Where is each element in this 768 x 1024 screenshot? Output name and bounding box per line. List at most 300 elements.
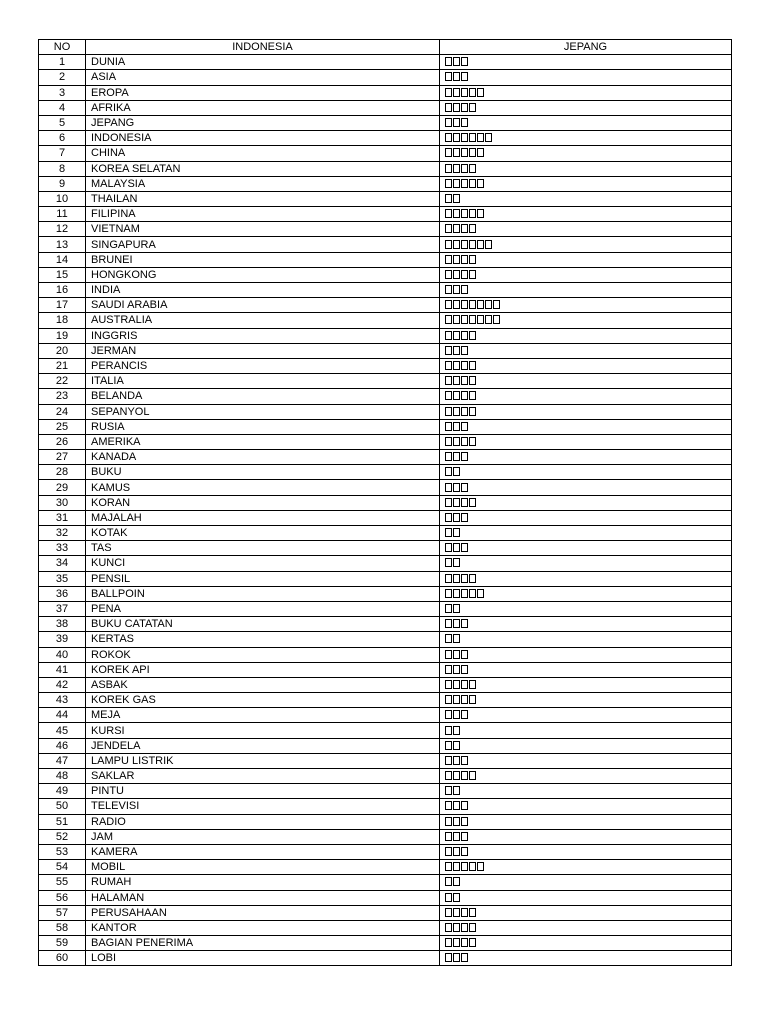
table-row: [39, 875, 732, 890]
cell-no: 22: [39, 374, 86, 389]
cell-no: 43: [39, 693, 86, 708]
cell-jepang: [440, 450, 732, 465]
table-row: [39, 936, 732, 951]
missing-glyph-box: [461, 209, 468, 218]
table-row: [39, 860, 732, 875]
cell-no: 7: [39, 146, 86, 161]
cell-indonesia: BALLPOIN: [86, 586, 440, 601]
missing-glyph-box: [445, 877, 452, 886]
cell-indonesia: MOBIL: [86, 860, 440, 875]
missing-glyph-box: [469, 88, 476, 97]
cell-indonesia: ASIA: [86, 70, 440, 85]
missing-glyph-box: [445, 619, 452, 628]
missing-glyph-box: [477, 862, 484, 871]
table-row: [39, 207, 732, 222]
cell-jepang: [440, 85, 732, 100]
missing-glyph-box: [445, 756, 452, 765]
missing-glyph-box: [453, 118, 460, 127]
missing-glyph-box: [469, 103, 476, 112]
missing-glyph-box: [445, 148, 452, 157]
missing-glyph-box: [469, 224, 476, 233]
table-row: [39, 526, 732, 541]
missing-glyph-box: [461, 710, 468, 719]
missing-glyph-box: [445, 665, 452, 674]
missing-glyph-box: [461, 574, 468, 583]
table-row: [39, 495, 732, 510]
cell-indonesia: BUKU: [86, 465, 440, 480]
missing-glyph-box: [477, 589, 484, 598]
cell-no: 11: [39, 207, 86, 222]
missing-glyph-box: [469, 908, 476, 917]
cell-jepang: [440, 951, 732, 966]
missing-glyph-box: [469, 771, 476, 780]
table-row: [39, 131, 732, 146]
missing-glyph-box: [461, 589, 468, 598]
missing-glyph-box: [461, 376, 468, 385]
missing-glyph-box: [477, 148, 484, 157]
cell-jepang: [440, 267, 732, 282]
cell-indonesia: AUSTRALIA: [86, 313, 440, 328]
cell-no: 41: [39, 662, 86, 677]
missing-glyph-box: [453, 650, 460, 659]
cell-no: 28: [39, 465, 86, 480]
cell-jepang: [440, 358, 732, 373]
cell-no: 46: [39, 738, 86, 753]
table-row: [39, 647, 732, 662]
missing-glyph-box: [461, 331, 468, 340]
missing-glyph-box: [445, 270, 452, 279]
table-row: [39, 708, 732, 723]
cell-indonesia: CHINA: [86, 146, 440, 161]
table-row: [39, 920, 732, 935]
missing-glyph-box: [469, 695, 476, 704]
cell-no: 34: [39, 556, 86, 571]
missing-glyph-box: [453, 164, 460, 173]
missing-glyph-box: [461, 498, 468, 507]
missing-glyph-box: [445, 786, 452, 795]
missing-glyph-box: [461, 422, 468, 431]
cell-jepang: [440, 586, 732, 601]
missing-glyph-box: [477, 179, 484, 188]
missing-glyph-box: [445, 862, 452, 871]
missing-glyph-box: [493, 300, 500, 309]
missing-glyph-box: [445, 346, 452, 355]
missing-glyph-box: [461, 513, 468, 522]
cell-no: 50: [39, 799, 86, 814]
vocabulary-table: [38, 39, 732, 966]
cell-no: 23: [39, 389, 86, 404]
missing-glyph-box: [445, 801, 452, 810]
cell-indonesia: ITALIA: [86, 374, 440, 389]
cell-jepang: [440, 875, 732, 890]
table-row: [39, 601, 732, 616]
cell-jepang: [440, 222, 732, 237]
cell-indonesia: EROPA: [86, 85, 440, 100]
table-row: [39, 662, 732, 677]
table-row: [39, 814, 732, 829]
missing-glyph-box: [453, 604, 460, 613]
cell-jepang: [440, 510, 732, 525]
missing-glyph-box: [445, 847, 452, 856]
table-row: [39, 571, 732, 586]
cell-jepang: [440, 784, 732, 799]
table-row: [39, 404, 732, 419]
missing-glyph-box: [469, 361, 476, 370]
cell-no: 40: [39, 647, 86, 662]
missing-glyph-box: [445, 817, 452, 826]
table-row: [39, 85, 732, 100]
missing-glyph-box: [461, 72, 468, 81]
cell-jepang: [440, 936, 732, 951]
cell-jepang: [440, 100, 732, 115]
missing-glyph-box: [453, 437, 460, 446]
cell-indonesia: KERTAS: [86, 632, 440, 647]
cell-jepang: [440, 465, 732, 480]
missing-glyph-box: [453, 194, 460, 203]
missing-glyph-box: [461, 771, 468, 780]
cell-jepang: [440, 252, 732, 267]
missing-glyph-box: [445, 953, 452, 962]
cell-no: 35: [39, 571, 86, 586]
missing-glyph-box: [445, 710, 452, 719]
missing-glyph-box: [461, 88, 468, 97]
missing-glyph-box: [445, 133, 452, 142]
cell-indonesia: KOREA SELATAN: [86, 161, 440, 176]
missing-glyph-box: [453, 133, 460, 142]
missing-glyph-box: [461, 801, 468, 810]
missing-glyph-box: [461, 391, 468, 400]
cell-indonesia: RUSIA: [86, 419, 440, 434]
table-row: [39, 556, 732, 571]
table-row: [39, 146, 732, 161]
cell-jepang: [440, 313, 732, 328]
missing-glyph-box: [469, 133, 476, 142]
cell-no: 19: [39, 328, 86, 343]
missing-glyph-box: [485, 133, 492, 142]
table-row: [39, 465, 732, 480]
missing-glyph-box: [453, 483, 460, 492]
missing-glyph-box: [469, 164, 476, 173]
missing-glyph-box: [445, 680, 452, 689]
missing-glyph-box: [445, 376, 452, 385]
missing-glyph-box: [453, 528, 460, 537]
cell-no: 58: [39, 920, 86, 935]
missing-glyph-box: [461, 57, 468, 66]
cell-no: 54: [39, 860, 86, 875]
cell-jepang: [440, 434, 732, 449]
header-indonesia: INDONESIA: [86, 40, 440, 55]
table-row: [39, 222, 732, 237]
missing-glyph-box: [453, 938, 460, 947]
missing-glyph-box: [453, 498, 460, 507]
cell-indonesia: VIETNAM: [86, 222, 440, 237]
cell-no: 21: [39, 358, 86, 373]
missing-glyph-box: [445, 194, 452, 203]
cell-no: 27: [39, 450, 86, 465]
missing-glyph-box: [469, 574, 476, 583]
cell-indonesia: LAMPU LISTRIK: [86, 753, 440, 768]
table-row: [39, 738, 732, 753]
missing-glyph-box: [469, 680, 476, 689]
cell-no: 60: [39, 951, 86, 966]
table-row: [39, 191, 732, 206]
table-row: [39, 586, 732, 601]
table-row: [39, 100, 732, 115]
cell-no: 42: [39, 677, 86, 692]
cell-indonesia: KOREK GAS: [86, 693, 440, 708]
cell-indonesia: SAUDI ARABIA: [86, 298, 440, 313]
table-row: [39, 298, 732, 313]
cell-jepang: [440, 693, 732, 708]
missing-glyph-box: [469, 315, 476, 324]
missing-glyph-box: [453, 619, 460, 628]
missing-glyph-box: [453, 786, 460, 795]
cell-indonesia: PERUSAHAAN: [86, 905, 440, 920]
cell-no: 36: [39, 586, 86, 601]
cell-no: 31: [39, 510, 86, 525]
cell-jepang: [440, 374, 732, 389]
cell-indonesia: MEJA: [86, 708, 440, 723]
missing-glyph-box: [469, 240, 476, 249]
cell-no: 33: [39, 541, 86, 556]
cell-no: 57: [39, 905, 86, 920]
missing-glyph-box: [445, 938, 452, 947]
table-row: [39, 252, 732, 267]
cell-no: 49: [39, 784, 86, 799]
missing-glyph-box: [469, 270, 476, 279]
missing-glyph-box: [485, 300, 492, 309]
table-row: [39, 480, 732, 495]
cell-jepang: [440, 541, 732, 556]
cell-jepang: [440, 890, 732, 905]
missing-glyph-box: [477, 300, 484, 309]
cell-indonesia: ASBAK: [86, 677, 440, 692]
cell-jepang: [440, 343, 732, 358]
missing-glyph-box: [445, 908, 452, 917]
missing-glyph-box: [461, 300, 468, 309]
missing-glyph-box: [461, 148, 468, 157]
missing-glyph-box: [445, 528, 452, 537]
cell-indonesia: JENDELA: [86, 738, 440, 753]
cell-indonesia: AMERIKA: [86, 434, 440, 449]
cell-no: 29: [39, 480, 86, 495]
missing-glyph-box: [469, 938, 476, 947]
cell-indonesia: INDONESIA: [86, 131, 440, 146]
missing-glyph-box: [445, 589, 452, 598]
cell-jepang: [440, 404, 732, 419]
missing-glyph-box: [445, 361, 452, 370]
missing-glyph-box: [445, 467, 452, 476]
cell-jepang: [440, 814, 732, 829]
missing-glyph-box: [453, 376, 460, 385]
cell-no: 16: [39, 283, 86, 298]
table-row: [39, 267, 732, 282]
missing-glyph-box: [445, 72, 452, 81]
missing-glyph-box: [461, 346, 468, 355]
cell-indonesia: INGGRIS: [86, 328, 440, 343]
cell-indonesia: HONGKONG: [86, 267, 440, 282]
cell-jepang: [440, 146, 732, 161]
missing-glyph-box: [453, 741, 460, 750]
cell-no: 5: [39, 115, 86, 130]
table-body: [39, 55, 732, 966]
missing-glyph-box: [461, 483, 468, 492]
cell-indonesia: BELANDA: [86, 389, 440, 404]
cell-no: 8: [39, 161, 86, 176]
table-row: [39, 753, 732, 768]
missing-glyph-box: [469, 209, 476, 218]
cell-indonesia: PENA: [86, 601, 440, 616]
cell-no: 59: [39, 936, 86, 951]
cell-no: 26: [39, 434, 86, 449]
cell-no: 24: [39, 404, 86, 419]
cell-jepang: [440, 723, 732, 738]
cell-jepang: [440, 860, 732, 875]
cell-jepang: [440, 708, 732, 723]
cell-indonesia: JEPANG: [86, 115, 440, 130]
missing-glyph-box: [453, 893, 460, 902]
missing-glyph-box: [453, 88, 460, 97]
missing-glyph-box: [461, 361, 468, 370]
cell-jepang: [440, 662, 732, 677]
missing-glyph-box: [461, 164, 468, 173]
missing-glyph-box: [445, 224, 452, 233]
cell-no: 48: [39, 769, 86, 784]
missing-glyph-box: [445, 407, 452, 416]
table-row: [39, 951, 732, 966]
table-row: [39, 434, 732, 449]
missing-glyph-box: [453, 665, 460, 674]
cell-indonesia: LOBI: [86, 951, 440, 966]
missing-glyph-box: [461, 255, 468, 264]
missing-glyph-box: [469, 300, 476, 309]
missing-glyph-box: [461, 695, 468, 704]
missing-glyph-box: [453, 634, 460, 643]
cell-indonesia: INDIA: [86, 283, 440, 298]
cell-indonesia: KORAN: [86, 495, 440, 510]
cell-jepang: [440, 769, 732, 784]
cell-jepang: [440, 131, 732, 146]
cell-jepang: [440, 556, 732, 571]
cell-indonesia: MAJALAH: [86, 510, 440, 525]
missing-glyph-box: [461, 118, 468, 127]
cell-jepang: [440, 207, 732, 222]
cell-no: 17: [39, 298, 86, 313]
missing-glyph-box: [453, 574, 460, 583]
missing-glyph-box: [453, 801, 460, 810]
missing-glyph-box: [445, 574, 452, 583]
cell-indonesia: KANTOR: [86, 920, 440, 935]
missing-glyph-box: [453, 209, 460, 218]
missing-glyph-box: [453, 315, 460, 324]
cell-jepang: [440, 799, 732, 814]
cell-jepang: [440, 571, 732, 586]
table-row: [39, 693, 732, 708]
missing-glyph-box: [461, 407, 468, 416]
missing-glyph-box: [453, 255, 460, 264]
cell-jepang: [440, 617, 732, 632]
cell-indonesia: PENSIL: [86, 571, 440, 586]
cell-no: 51: [39, 814, 86, 829]
table-row: [39, 55, 732, 70]
cell-indonesia: KANADA: [86, 450, 440, 465]
cell-indonesia: SEPANYOL: [86, 404, 440, 419]
cell-no: 1: [39, 55, 86, 70]
missing-glyph-box: [461, 847, 468, 856]
cell-jepang: [440, 70, 732, 85]
missing-glyph-box: [453, 346, 460, 355]
cell-jepang: [440, 647, 732, 662]
table-row: [39, 844, 732, 859]
missing-glyph-box: [445, 179, 452, 188]
cell-jepang: [440, 677, 732, 692]
cell-jepang: [440, 161, 732, 176]
missing-glyph-box: [453, 422, 460, 431]
cell-indonesia: JERMAN: [86, 343, 440, 358]
cell-no: 10: [39, 191, 86, 206]
missing-glyph-box: [469, 331, 476, 340]
cell-jepang: [440, 55, 732, 70]
table-row: [39, 632, 732, 647]
cell-indonesia: PERANCIS: [86, 358, 440, 373]
cell-jepang: [440, 905, 732, 920]
missing-glyph-box: [445, 695, 452, 704]
cell-indonesia: BRUNEI: [86, 252, 440, 267]
cell-jepang: [440, 237, 732, 252]
table-row: [39, 677, 732, 692]
table-row: [39, 829, 732, 844]
cell-no: 6: [39, 131, 86, 146]
missing-glyph-box: [461, 650, 468, 659]
cell-jepang: [440, 389, 732, 404]
missing-glyph-box: [453, 908, 460, 917]
missing-glyph-box: [461, 756, 468, 765]
cell-indonesia: FILIPINA: [86, 207, 440, 222]
missing-glyph-box: [453, 710, 460, 719]
missing-glyph-box: [453, 817, 460, 826]
table-row: [39, 237, 732, 252]
cell-no: 25: [39, 419, 86, 434]
table-row: [39, 374, 732, 389]
table-row: [39, 343, 732, 358]
cell-no: 30: [39, 495, 86, 510]
missing-glyph-box: [477, 315, 484, 324]
missing-glyph-box: [445, 543, 452, 552]
cell-indonesia: ROKOK: [86, 647, 440, 662]
table-row: [39, 70, 732, 85]
cell-jepang: [440, 176, 732, 191]
header-no: NO: [39, 40, 86, 55]
missing-glyph-box: [461, 437, 468, 446]
missing-glyph-box: [469, 923, 476, 932]
missing-glyph-box: [445, 452, 452, 461]
table-row: [39, 799, 732, 814]
missing-glyph-box: [477, 240, 484, 249]
missing-glyph-box: [445, 634, 452, 643]
cell-jepang: [440, 753, 732, 768]
missing-glyph-box: [453, 452, 460, 461]
missing-glyph-box: [461, 923, 468, 932]
missing-glyph-box: [445, 422, 452, 431]
table-row: [39, 389, 732, 404]
missing-glyph-box: [445, 164, 452, 173]
cell-jepang: [440, 632, 732, 647]
missing-glyph-box: [461, 179, 468, 188]
cell-jepang: [440, 328, 732, 343]
missing-glyph-box: [453, 953, 460, 962]
missing-glyph-box: [445, 741, 452, 750]
missing-glyph-box: [453, 391, 460, 400]
